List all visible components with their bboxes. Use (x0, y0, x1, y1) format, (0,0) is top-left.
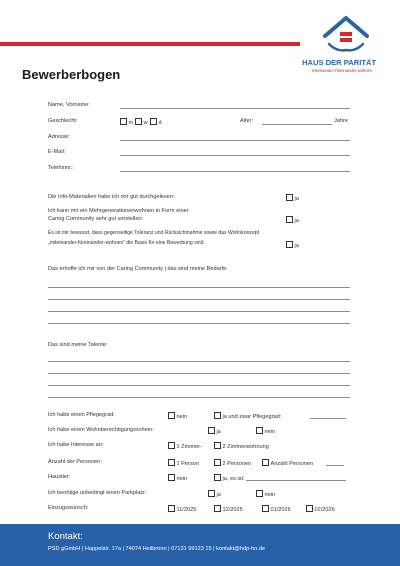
checkbox-icon (214, 412, 221, 419)
checkbox-icon (214, 459, 221, 466)
address-field[interactable] (120, 140, 350, 141)
checkbox-icon (214, 442, 221, 449)
pets-field[interactable] (246, 480, 346, 481)
hopes-line[interactable] (48, 299, 350, 300)
persons-count-field[interactable] (326, 465, 344, 466)
confirm-tolerance-text-1: Es ist mir bewusst, dass gegenseitige Toleranz und Rücksichtnahme sowie das Wohnkonzept (48, 230, 260, 236)
care-level-no[interactable]: nein (168, 412, 187, 420)
talents-label: Das sind meine Talente: (48, 342, 108, 348)
name-label: Name, Vorname: (48, 102, 90, 108)
wbs-no[interactable]: nein (256, 427, 275, 435)
checkbox-icon (168, 459, 175, 466)
checkbox-icon (286, 194, 293, 201)
phone-label: Telefonnr.: (48, 165, 74, 171)
move-in-option[interactable]: 12/2025 (214, 505, 243, 513)
name-field[interactable] (120, 108, 350, 109)
persons-label: Anzahl der Personen: (48, 459, 102, 465)
care-level-label: Ich habe einen Pflegegrad: (48, 412, 115, 418)
parking-label: Ich benötige unbedingt einen Parkplatz: (48, 490, 147, 496)
gender-option-m[interactable]: m (120, 118, 133, 126)
hopes-line[interactable] (48, 323, 350, 324)
checkbox-icon (306, 505, 313, 512)
confirm-tolerance-text-2: „miteinander-füreinander-wohnen“ die Basis für eine Bewerbung sind. (48, 240, 205, 246)
age-field[interactable] (262, 124, 332, 125)
confirm-tolerance-yes[interactable]: ja (286, 241, 299, 249)
confirm-info-text: Die Info-Materialien habe ich mir gut durchgelesen: (48, 194, 175, 200)
checkbox-icon (262, 505, 269, 512)
talents-line[interactable] (48, 361, 350, 362)
checkbox-icon (262, 459, 269, 466)
checkbox-icon (214, 505, 221, 512)
interest-1-room[interactable]: 1 Zimmer- (168, 442, 202, 450)
care-level-field[interactable] (310, 418, 346, 419)
age-suffix: Jahre (334, 118, 348, 124)
care-level-yes[interactable]: ja und zwar Pflegegrad: (214, 412, 281, 420)
gender-label: Geschlecht: (48, 118, 78, 124)
age-label: Alter: (240, 118, 254, 124)
hopes-line[interactable] (48, 287, 350, 288)
contact-title: Kontakt: (48, 531, 83, 542)
move-in-option[interactable]: 11/2025 (168, 505, 196, 513)
email-field[interactable] (120, 155, 350, 156)
address-label: Adresse: (48, 134, 71, 140)
hopes-label: Das erhoffe ich mir von der Caring Community | das sind meine Bedarfe: (48, 266, 228, 272)
move-in-label: Einzugswunsch: (48, 505, 89, 511)
talents-line[interactable] (48, 397, 350, 398)
parking-yes[interactable]: ja (208, 490, 221, 498)
pets-label: Haustier: (48, 474, 71, 480)
phone-field[interactable] (120, 171, 350, 172)
checkbox-icon (214, 474, 221, 481)
move-in-option[interactable]: 01/2026 (262, 505, 291, 513)
checkbox-icon (286, 216, 293, 223)
checkbox-icon (208, 427, 215, 434)
move-in-option[interactable]: 02/2026 (306, 505, 335, 513)
checkbox-icon (256, 427, 263, 434)
persons-count[interactable]: Anzahl Personen (262, 459, 313, 467)
header-accent-line (0, 42, 300, 46)
hopes-line[interactable] (48, 311, 350, 312)
wbs-yes[interactable]: ja (208, 427, 221, 435)
logo-name: HAUS DER PARITÄT (302, 58, 377, 67)
email-label: E-Mail: (48, 149, 66, 155)
pets-no[interactable]: nein (168, 474, 187, 482)
confirm-community-text-2: Caring Community sehr gut vorstellen: (48, 216, 144, 222)
house-hands-logo-icon (319, 14, 373, 54)
page-title: Bewerberbogen (22, 67, 121, 82)
confirm-info-yes[interactable]: ja (286, 194, 299, 202)
checkbox-icon (168, 505, 175, 512)
parking-no[interactable]: nein (256, 490, 275, 498)
confirm-community-yes[interactable]: ja (286, 216, 299, 224)
checkbox-icon (256, 490, 263, 497)
logo-tagline: miteinander-füreinander wohnen (312, 68, 373, 73)
pets-yes[interactable]: ja, es ist: (214, 474, 245, 482)
checkbox-icon (168, 474, 175, 481)
checkbox-icon (208, 490, 215, 497)
confirm-community-text-1: Ich kann mir ein Mehrgenerationenwohnen in Form einer (48, 208, 189, 214)
checkbox-icon (120, 118, 127, 125)
talents-line[interactable] (48, 385, 350, 386)
checkbox-icon (286, 241, 293, 248)
logo (302, 14, 392, 74)
talents-line[interactable] (48, 373, 350, 374)
interest-label: Ich habe Interesse an: (48, 442, 104, 448)
gender-option-w[interactable]: w (135, 118, 148, 126)
wbs-label: Ich habe einen Wohnberechtigungsschein: (48, 427, 154, 433)
checkbox-icon (135, 118, 142, 125)
checkbox-icon (168, 412, 175, 419)
persons-2[interactable]: 2 Personen (214, 459, 251, 467)
contact-details: PSD gGmbH | Happelstr. 17a | 74074 Heilbronn | 07131 99123 15 | kontakt@hdp-hn.de (48, 546, 266, 552)
persons-1[interactable]: 1 Person (168, 459, 199, 467)
checkbox-icon (150, 118, 157, 125)
gender-option-d[interactable]: d (150, 118, 162, 126)
interest-2-room[interactable]: 2 Zimmerwohnung (214, 442, 269, 450)
checkbox-icon (168, 442, 175, 449)
